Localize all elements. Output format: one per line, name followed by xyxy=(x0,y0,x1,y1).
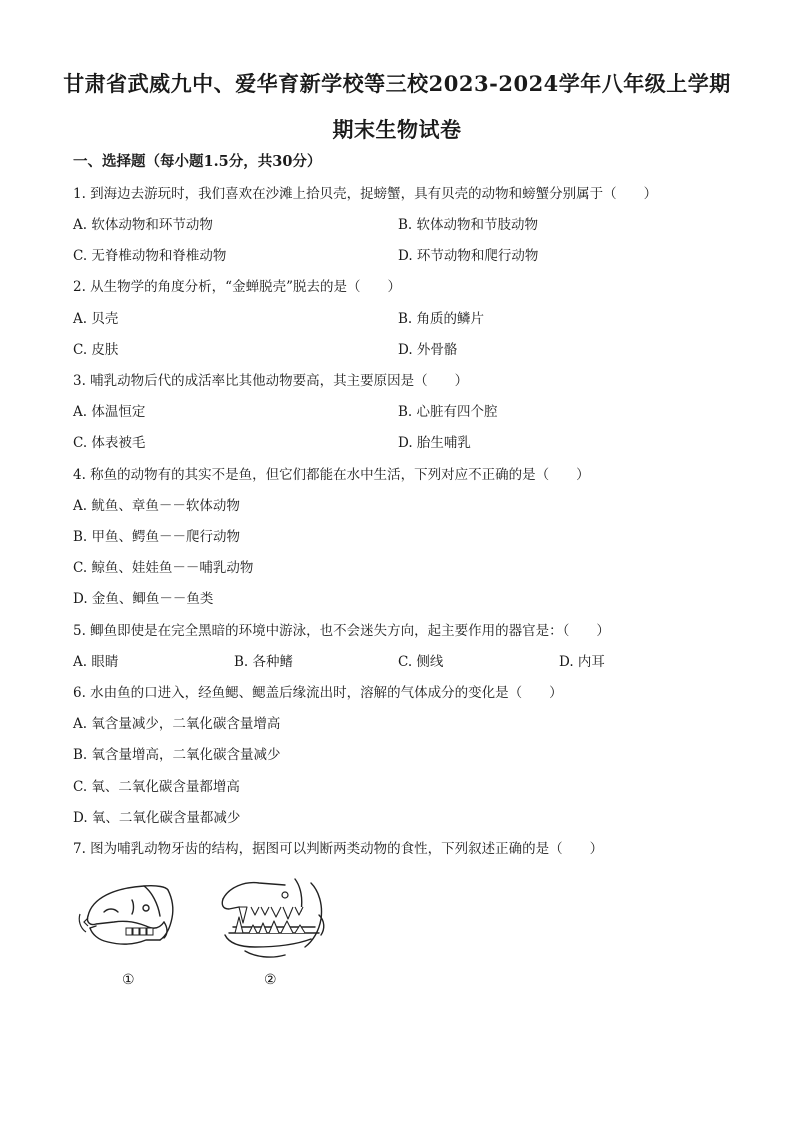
question-5-option-c: C. 侧线 xyxy=(398,654,444,670)
question-6-option-a: A. 氧含量减少，二氧化碳含量增高 xyxy=(73,716,281,732)
question-2-option-b: B. 角质的鳞片 xyxy=(398,311,485,327)
question-1-option-d: D. 环节动物和爬行动物 xyxy=(398,248,539,264)
question-3-option-b: B. 心脏有四个腔 xyxy=(398,404,498,420)
figure-label-1: ① xyxy=(122,972,135,988)
figure-label-2: ② xyxy=(264,972,277,988)
question-3-option-a: A. 体温恒定 xyxy=(73,404,146,420)
question-4-option-c: C. 鲸鱼、娃娃鱼－－哺乳动物 xyxy=(73,560,254,576)
question-3-option-c: C. 体表被毛 xyxy=(73,435,146,451)
question-7-stem: 7. 图为哺乳动物牙齿的结构，据图可以判断两类动物的食性，下列叙述正确的是（ ） xyxy=(73,841,604,857)
exam-title-line1: 甘肃省武威九中、爱华育新学校等三校2023-2024学年八年级上学期 xyxy=(63,71,731,96)
question-2-stem: 2. 从生物学的角度分析，“金蝉脱壳”脱去的是（ ） xyxy=(73,279,401,295)
question-6-option-b: B. 氧含量增高，二氧化碳含量减少 xyxy=(73,747,281,763)
question-4-option-d: D. 金鱼、鲫鱼－－鱼类 xyxy=(73,591,214,607)
question-1-option-b: B. 软体动物和节肢动物 xyxy=(398,217,539,233)
question-1-option-c: C. 无脊椎动物和脊椎动物 xyxy=(73,248,227,264)
section-heading: 一、选择题（每小题1.5分，共30分） xyxy=(73,153,322,170)
exam-title-line2: 期末生物试卷 xyxy=(332,117,462,142)
question-4-stem: 4. 称鱼的动物有的其实不是鱼，但它们都能在水中生活，下列对应不正确的是（ ） xyxy=(73,467,590,483)
question-1-option-a: A. 软体动物和环节动物 xyxy=(73,217,213,233)
question-5-stem: 5. 鲫鱼即使是在完全黑暗的环境中游泳，也不会迷失方向，起主要作用的器官是：（ ） xyxy=(73,623,610,639)
question-6-stem: 6. 水由鱼的口进入，经鱼鳃、鳃盖后缘流出时，溶解的气体成分的变化是（ ） xyxy=(73,685,563,701)
question-2-option-c: C. 皮肤 xyxy=(73,342,119,358)
question-3-stem: 3. 哺乳动物后代的成活率比其他动物要高，其主要原因是（ ） xyxy=(73,373,469,389)
question-5-option-d: D. 内耳 xyxy=(559,654,605,670)
question-2-option-d: D. 外骨骼 xyxy=(398,342,458,358)
question-4-option-a: A. 鱿鱼、章鱼－－软体动物 xyxy=(73,498,240,514)
question-6-option-d: D. 氧、二氧化碳含量都减少 xyxy=(73,810,241,826)
question-6-option-c: C. 氧、二氧化碳含量都增高 xyxy=(73,779,240,795)
herbivore-teeth-figure xyxy=(74,878,184,958)
question-4-option-b: B. 甲鱼、鳄鱼－－爬行动物 xyxy=(73,529,241,545)
question-3-option-d: D. 胎生哺乳 xyxy=(398,435,471,451)
question-2-option-a: A. 贝壳 xyxy=(73,311,119,327)
question-5-option-b: B. 各种鳍 xyxy=(234,654,294,670)
question-5-option-a: A. 眼睛 xyxy=(73,654,119,670)
question-1-stem: 1. 到海边去游玩时，我们喜欢在沙滩上拾贝壳，捉螃蟹，具有贝壳的动物和螃蟹分别属于（ ） xyxy=(73,186,658,202)
carnivore-teeth-figure xyxy=(215,877,330,965)
